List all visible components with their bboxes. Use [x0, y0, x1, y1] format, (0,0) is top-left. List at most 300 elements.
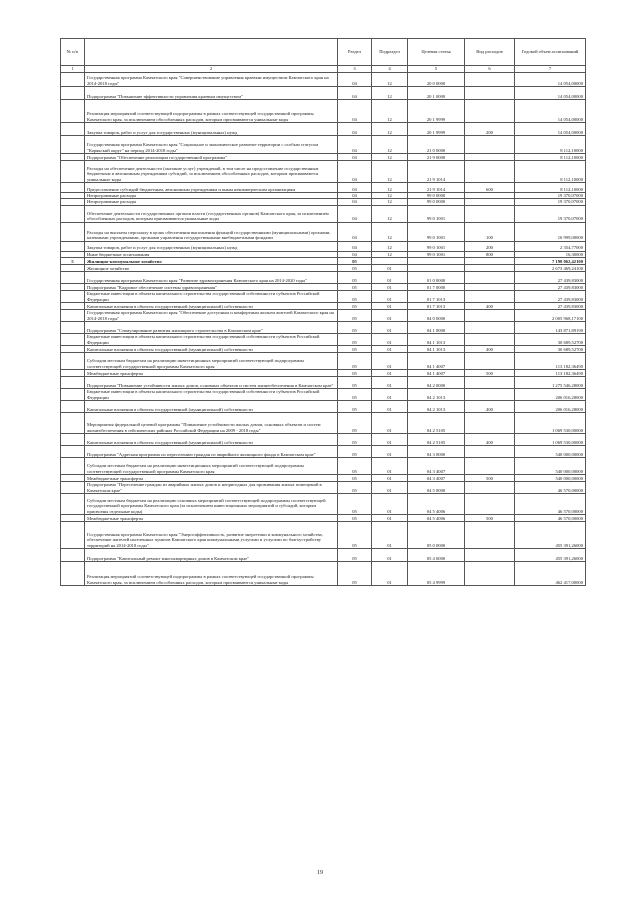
table-row [61, 413, 586, 434]
row-subsection-cell: 01 [372, 303, 408, 310]
row-target-cell: 04 3 4007 [408, 475, 465, 482]
row-exptype-cell: 400 [465, 401, 515, 413]
row-amount-cell: 2 354,77000 [515, 241, 586, 251]
index-cell: 7 [515, 66, 586, 73]
row-subsection-cell: 12 [372, 205, 408, 222]
row-subsection-cell: 12 [372, 251, 408, 257]
header-amount: Годовой объем ассигнований [515, 39, 586, 66]
row-number-cell [61, 161, 85, 183]
row-target-cell: 04 2 1013 [408, 389, 465, 401]
table-row [61, 549, 586, 562]
row-target-cell: 04 3 4007 [408, 458, 465, 475]
row-target-cell: 05 4 9999 [408, 562, 465, 586]
table-row [61, 515, 586, 522]
row-subsection-cell: 12 [372, 136, 408, 154]
row-name-cell: Бюджетные инвестиции в объекты капитального строительства государственной собственности субъектов Российской Федерации [85, 334, 338, 346]
row-number-cell [61, 100, 85, 123]
row-name-cell: Предоставление субсидий бюджетным, автономным учреждениям и иным некоммерческим организациям [85, 183, 338, 193]
row-name-cell: Подпрограмма "Кадровое обеспечение системы здравоохранения" [85, 284, 338, 291]
row-subsection-cell: 01 [372, 322, 408, 334]
row-exptype-cell: 100 [465, 222, 515, 241]
row-section-cell: 04 [338, 199, 372, 205]
row-number-cell [61, 522, 85, 549]
header-num: № п/п [61, 39, 85, 66]
row-name-cell: Межбюджетные трансферты [85, 370, 338, 377]
header-subsection: Подраздел [372, 39, 408, 66]
row-target-cell: 99 0 0000 [408, 193, 465, 199]
row-subsection-cell: 01 [372, 310, 408, 322]
row-subsection-cell: 12 [372, 73, 408, 87]
row-subsection-cell: 01 [372, 284, 408, 291]
row-amount-cell: 113 182,36490 [515, 353, 586, 370]
row-target-cell: 04 5 4006 [408, 515, 465, 522]
row-name-cell: Непрограммные расходы [85, 193, 338, 199]
row-name-cell: Жилищное хозяйство [85, 265, 338, 272]
row-exptype-cell: 200 [465, 241, 515, 251]
table-row [61, 205, 586, 222]
row-subsection-cell: 01 [372, 413, 408, 434]
row-target-cell: 99 0 1001 [408, 205, 465, 222]
row-section-cell: 05 [338, 562, 372, 586]
row-exptype-cell [465, 334, 515, 346]
table-row [61, 482, 586, 494]
row-number-cell [61, 334, 85, 346]
table-row [61, 475, 586, 482]
row-amount-cell: 19 370,07000 [515, 193, 586, 199]
row-section-cell: 04 [338, 251, 372, 257]
row-exptype-cell [465, 136, 515, 154]
row-exptype-cell [465, 377, 515, 389]
row-section-cell: 05 [338, 515, 372, 522]
row-target-cell [408, 258, 465, 265]
row-amount-cell: 14 054,00000 [515, 73, 586, 87]
row-number-cell [61, 123, 85, 136]
table-row [61, 265, 586, 272]
document-page [60, 38, 585, 586]
row-subsection-cell: 12 [372, 100, 408, 123]
row-section-cell: 04 [338, 193, 372, 199]
row-amount-cell: 1 275 546,28000 [515, 377, 586, 389]
row-amount-cell: 30 689,52700 [515, 334, 586, 346]
row-exptype-cell [465, 482, 515, 494]
row-number-cell [61, 370, 85, 377]
row-amount-cell: 14 054,00000 [515, 123, 586, 136]
row-subsection-cell: 12 [372, 193, 408, 199]
row-section-cell: 04 [338, 205, 372, 222]
row-name-cell: Иные бюджетные ассигнования [85, 251, 338, 257]
row-number-cell [61, 241, 85, 251]
row-name-cell: Субсидии местным бюджетам на реализацию основных мероприятий соответствующей подпрограммы соответствующей государственной программы Камчатского края (за исключением инвестиционных мероприятий и субсидий, которым присвоены отдельные коды) [85, 494, 338, 515]
row-amount-cell: 1 069 530,00000 [515, 434, 586, 446]
row-exptype-cell [465, 322, 515, 334]
table-row [61, 334, 586, 346]
row-exptype-cell [465, 265, 515, 272]
row-amount-cell: 27 439,83000 [515, 272, 586, 284]
index-cell: 4 [372, 66, 408, 73]
row-section-cell: 05 [338, 446, 372, 458]
row-exptype-cell [465, 73, 515, 87]
table-row [61, 370, 586, 377]
row-name-cell: Государственная программа Камчатского края "Развитие здравоохранения Камчатского края на 2014-2020 годы" [85, 272, 338, 284]
row-target-cell: 04 2 5105 [408, 413, 465, 434]
row-subsection-cell: 12 [372, 222, 408, 241]
row-name-cell: Закупка товаров, работ и услуг для государственных (муниципальных) нужд [85, 123, 338, 136]
row-amount-cell: 540 000,00000 [515, 446, 586, 458]
row-subsection-cell: 01 [372, 434, 408, 446]
row-target-cell: 04 2 5105 [408, 434, 465, 446]
row-amount-cell: 46 570,00000 [515, 494, 586, 515]
row-section-cell: 05 [338, 265, 372, 272]
row-section-cell: 05 [338, 494, 372, 515]
row-name-cell: Подпрограмма "Обеспечение реализации государственной программы" [85, 154, 338, 161]
row-number-cell [61, 458, 85, 475]
row-target-cell: 04 1 0000 [408, 322, 465, 334]
row-section-cell: 04 [338, 241, 372, 251]
row-section-cell: 05 [338, 322, 372, 334]
row-section-cell: 04 [338, 183, 372, 193]
row-number-cell [61, 87, 85, 100]
table-row [61, 222, 586, 241]
row-number-cell [61, 346, 85, 353]
row-exptype-cell [465, 154, 515, 161]
row-number-cell [61, 549, 85, 562]
row-amount-cell: 46 570,00000 [515, 515, 586, 522]
row-name-cell: Государственная программа Камчатского края "Социальное и экономическое развитие территории с особым статусом "Корякский округ" на период 2014-2018 годы" [85, 136, 338, 154]
row-exptype-cell: 800 [465, 251, 515, 257]
row-exptype-cell [465, 522, 515, 549]
table-row [61, 310, 586, 322]
row-section-cell: 05 [338, 434, 372, 446]
row-name-cell: Жилищно-коммунальное хозяйство [85, 258, 338, 265]
table-row [61, 123, 586, 136]
table-row [61, 522, 586, 549]
row-amount-cell: 27 439,83000 [515, 303, 586, 310]
row-name-cell: Субсидии местным бюджетам на реализацию инвестиционных мероприятий соответствующей подпрограммы соответствующей государственной программы Камчатского края [85, 458, 338, 475]
row-amount-cell: 16 999,00000 [515, 222, 586, 241]
row-subsection-cell: 01 [372, 494, 408, 515]
row-number-cell [61, 310, 85, 322]
row-exptype-cell [465, 161, 515, 183]
row-subsection-cell: 01 [372, 458, 408, 475]
row-target-cell: 20 1 9999 [408, 100, 465, 123]
row-exptype-cell: 500 [465, 475, 515, 482]
row-target-cell: 04 3 0000 [408, 446, 465, 458]
table-row [61, 346, 586, 353]
row-exptype-cell [465, 446, 515, 458]
row-amount-cell: 2 005 968,17100 [515, 310, 586, 322]
row-exptype-cell: 400 [465, 303, 515, 310]
row-subsection-cell: 01 [372, 353, 408, 370]
row-section-cell: 05 [338, 458, 372, 475]
row-target-cell: 20 1 0000 [408, 87, 465, 100]
table-body [61, 73, 586, 586]
table-row [61, 434, 586, 446]
row-exptype-cell [465, 458, 515, 475]
row-section-cell: 04 [338, 136, 372, 154]
row-target-cell: 99 0 1001 [408, 251, 465, 257]
row-target-cell: 20 1 9999 [408, 123, 465, 136]
row-name-cell: Капитальные вложения в объекты государственной (муниципальной) собственности [85, 401, 338, 413]
row-subsection-cell: 01 [372, 334, 408, 346]
row-section-cell: 05 [338, 284, 372, 291]
row-amount-cell: 27 439,83000 [515, 291, 586, 303]
row-name-cell: Государственная программа Камчатского края "Совершенствование управления краевым имуществом Камчатского края на 2014-2018 годы" [85, 73, 338, 87]
row-exptype-cell [465, 413, 515, 434]
row-amount-cell: 206 016,28000 [515, 401, 586, 413]
index-cell: 2 [85, 66, 338, 73]
row-exptype-cell [465, 291, 515, 303]
row-section-cell: 04 [338, 73, 372, 87]
row-amount-cell: 143 871,89190 [515, 322, 586, 334]
row-amount-cell: 7 198 062,42100 [515, 258, 586, 265]
row-subsection-cell: 01 [372, 377, 408, 389]
row-section-cell: 05 [338, 291, 372, 303]
row-name-cell: Подпрограмма "Стимулирование развития жилищного строительства в Камчатском крае" [85, 322, 338, 334]
table-row [61, 183, 586, 193]
row-target-cell: 20 0 0000 [408, 73, 465, 87]
table-row [61, 377, 586, 389]
row-target-cell: 01 0 0000 [408, 272, 465, 284]
row-subsection-cell: 01 [372, 522, 408, 549]
row-target-cell: 05 4 0000 [408, 549, 465, 562]
row-subsection-cell: 01 [372, 515, 408, 522]
row-subsection-cell: 01 [372, 346, 408, 353]
row-amount-cell: 16,30000 [515, 251, 586, 257]
row-number-cell [61, 562, 85, 586]
row-target-cell: 04 2 1013 [408, 401, 465, 413]
row-section-cell: 05 [338, 522, 372, 549]
row-amount-cell: 1 069 530,00000 [515, 413, 586, 434]
row-target-cell: 01 7 1013 [408, 303, 465, 310]
row-section-cell: 05 [338, 389, 372, 401]
row-name-cell: Государственная программа Камчатского края "Обеспечение доступным и комфортным жильем жителей Камчатского края на 2014-2018 годы" [85, 310, 338, 322]
row-subsection-cell: 12 [372, 123, 408, 136]
row-amount-cell: 8 112,10000 [515, 154, 586, 161]
row-amount-cell: 14 054,00000 [515, 100, 586, 123]
row-amount-cell: 19 370,07000 [515, 199, 586, 205]
table-row [61, 353, 586, 370]
table-row [61, 291, 586, 303]
row-section-cell: 05 [338, 258, 372, 265]
row-section-cell: 05 [338, 346, 372, 353]
row-amount-cell: 462 417,00000 [515, 562, 586, 586]
row-target-cell: 04 1 1013 [408, 334, 465, 346]
row-exptype-cell: 400 [465, 434, 515, 446]
row-number-cell [61, 413, 85, 434]
row-target-cell: 04 5 0000 [408, 482, 465, 494]
page-number: 19 [317, 870, 323, 876]
table-row [61, 258, 586, 265]
row-section-cell: 05 [338, 401, 372, 413]
row-section-cell: 05 [338, 549, 372, 562]
row-number-cell [61, 494, 85, 515]
row-number-cell [61, 353, 85, 370]
row-name-cell: Подпрограмма "Адресная программа по переселению граждан из аварийного жилищного фонда в Камчатском крае" [85, 446, 338, 458]
row-exptype-cell [465, 494, 515, 515]
row-section-cell: 05 [338, 353, 372, 370]
row-subsection-cell: 01 [372, 389, 408, 401]
row-section-cell: 05 [338, 370, 372, 377]
row-number-cell [61, 136, 85, 154]
row-amount-cell: 206 016,28000 [515, 389, 586, 401]
row-number-cell [61, 183, 85, 193]
row-amount-cell: 540 000,00000 [515, 475, 586, 482]
row-number-cell [61, 205, 85, 222]
budget-table [60, 38, 586, 586]
row-amount-cell: 8 112,10000 [515, 136, 586, 154]
row-amount-cell: 46 570,00000 [515, 482, 586, 494]
row-amount-cell: 455 391,26000 [515, 522, 586, 549]
row-number-cell [61, 446, 85, 458]
row-number-cell [61, 291, 85, 303]
row-exptype-cell: 500 [465, 515, 515, 522]
row-exptype-cell [465, 310, 515, 322]
row-name-cell: Подпрограмма "Повышение устойчивости жилых домов, основных объектов и систем жизнеобеспечения в Камчатском крае" [85, 377, 338, 389]
row-target-cell: 21 9 1014 [408, 183, 465, 193]
row-subsection-cell: 12 [372, 87, 408, 100]
row-name-cell: Подпрограмма "Капитальный ремонт многоквартирных домов в Камчатском крае" [85, 549, 338, 562]
row-section-cell: 05 [338, 272, 372, 284]
row-name-cell: Расходы на выплаты персоналу в целях обеспечения выполнения функций государственными (муниципальными) органами, казенными учреждениями, органами управления государственными внебюджетными фондами [85, 222, 338, 241]
row-subsection-cell: 12 [372, 183, 408, 193]
row-exptype-cell [465, 549, 515, 562]
row-section-cell: 05 [338, 377, 372, 389]
row-number-cell [61, 322, 85, 334]
row-name-cell: Бюджетные инвестиции в объекты капитального строительства государственной собственности субъектов Российской Федерации [85, 291, 338, 303]
row-name-cell: Капитальные вложения в объекты государственной (муниципальной) собственности [85, 434, 338, 446]
row-subsection-cell: 01 [372, 482, 408, 494]
table-row [61, 284, 586, 291]
row-exptype-cell [465, 258, 515, 265]
row-subsection-cell: 01 [372, 401, 408, 413]
row-subsection-cell: 12 [372, 241, 408, 251]
row-name-cell: Подпрограмма "Переселение граждан из аварийных жилых домов и непригодных для проживания жилых помещений в Камчатском крае" [85, 482, 338, 494]
row-number-cell [61, 515, 85, 522]
row-exptype-cell [465, 284, 515, 291]
row-subsection-cell: 12 [372, 154, 408, 161]
row-target-cell: 04 1 4007 [408, 370, 465, 377]
table-row [61, 322, 586, 334]
row-target-cell: 21 9 0000 [408, 154, 465, 161]
row-section-cell: 04 [338, 87, 372, 100]
index-cell: 5 [408, 66, 465, 73]
table-row [61, 494, 586, 515]
row-target-cell [408, 265, 465, 272]
header-target: Целевая статья [408, 39, 465, 66]
row-name-cell: Закупка товаров, работ и услуг для государственных (муниципальных) нужд [85, 241, 338, 251]
index-cell: 6 [465, 66, 515, 73]
row-exptype-cell [465, 87, 515, 100]
row-subsection-cell [372, 258, 408, 265]
row-subsection-cell: 01 [372, 475, 408, 482]
row-target-cell: 99 0 1001 [408, 241, 465, 251]
row-name-cell: Мероприятия федеральной целевой программы "Повышение устойчивости жилых домов, основных объектов и систем жизнеобеспечения в сейсмических районах Российской Федерации на 2009 - 2018 годы" [85, 413, 338, 434]
row-target-cell: 04 0 0000 [408, 310, 465, 322]
table-row [61, 161, 586, 183]
row-section-cell: 05 [338, 303, 372, 310]
table-header-row [61, 39, 586, 66]
table-row [61, 241, 586, 251]
row-section-cell: 05 [338, 475, 372, 482]
row-section-cell: 04 [338, 154, 372, 161]
row-name-cell: Непрограммные расходы [85, 199, 338, 205]
row-section-cell: 05 [338, 310, 372, 322]
row-subsection-cell: 12 [372, 161, 408, 183]
row-name-cell: Расходы на обеспечение деятельности (оказание услуг) учреждений, в том числе на предоставление государственным бюджетным и автономным учреждениям субсидий, за исключением обособленных расходов, которым присваиваются уникальные коды [85, 161, 338, 183]
row-number-cell [61, 154, 85, 161]
row-number-cell [61, 222, 85, 241]
table-row [61, 100, 586, 123]
row-subsection-cell: 12 [372, 199, 408, 205]
row-subsection-cell: 01 [372, 265, 408, 272]
table-row [61, 303, 586, 310]
row-target-cell: 04 2 0000 [408, 377, 465, 389]
row-number-cell [61, 377, 85, 389]
row-exptype-cell: 200 [465, 123, 515, 136]
row-amount-cell: 455 391,26000 [515, 549, 586, 562]
table-row [61, 446, 586, 458]
row-subsection-cell: 01 [372, 272, 408, 284]
row-amount-cell: 8 112,10000 [515, 161, 586, 183]
row-exptype-cell [465, 100, 515, 123]
row-section-cell: 04 [338, 222, 372, 241]
row-target-cell: 99 0 1001 [408, 222, 465, 241]
row-number-cell [61, 284, 85, 291]
row-target-cell: 01 7 0000 [408, 284, 465, 291]
table-row [61, 389, 586, 401]
row-name-cell: Реализация мероприятий соответствующей подпрограммы в рамках соответствующей государственной программы Камчатского края, за исключением обособленных расходов, которым присваиваются уникальные коды [85, 100, 338, 123]
row-exptype-cell [465, 272, 515, 284]
row-name-cell: Бюджетные инвестиции в объекты капитального строительства государственной собственности субъектов Российской Федерации [85, 389, 338, 401]
row-exptype-cell [465, 389, 515, 401]
row-name-cell: Межбюджетные трансферты [85, 475, 338, 482]
row-exptype-cell: 400 [465, 346, 515, 353]
header-name [85, 39, 338, 66]
row-target-cell: 04 1 4007 [408, 353, 465, 370]
table-row [61, 272, 586, 284]
row-number-cell [61, 272, 85, 284]
row-name-cell: Субсидии местным бюджетам на реализацию инвестиционных мероприятий соответствующей подпрограммы соответствующей государственной программы Камчатского края [85, 353, 338, 370]
row-target-cell: 99 0 0000 [408, 199, 465, 205]
row-amount-cell: 113 182,36490 [515, 370, 586, 377]
header-exptype: Вид расходов [465, 39, 515, 66]
row-number-cell [61, 482, 85, 494]
row-subsection-cell: 01 [372, 446, 408, 458]
row-subsection-cell: 01 [372, 291, 408, 303]
row-name-cell: Государственная программа Камчатского края "Энергоэффективность, развитие энергетики и коммунального хозяйства, обеспечение жителей населенных пунктов Камчатского края коммунальными услугами и услугами по благоустройству территорий на 2014-2018 годы" [85, 522, 338, 549]
row-target-cell: 01 7 1013 [408, 291, 465, 303]
row-amount-cell: 2 673 469,24100 [515, 265, 586, 272]
row-amount-cell: 14 054,00000 [515, 87, 586, 100]
row-number-cell [61, 434, 85, 446]
row-amount-cell: 540 000,00000 [515, 458, 586, 475]
table-row [61, 562, 586, 586]
table-row [61, 401, 586, 413]
row-name-cell: Реализация мероприятий соответствующей подпрограммы в рамках соответствующей государственной программы Камчатского края, за исключением обособленных расходов, которым присваиваются уникальные коды [85, 562, 338, 586]
row-section-cell: 05 [338, 334, 372, 346]
row-amount-cell: 8 112,10000 [515, 183, 586, 193]
index-cell: 1 [61, 66, 85, 73]
table-row [61, 136, 586, 154]
row-exptype-cell [465, 205, 515, 222]
row-target-cell: 04 1 1013 [408, 346, 465, 353]
row-section-cell: 05 [338, 413, 372, 434]
row-target-cell: 04 5 4006 [408, 494, 465, 515]
row-amount-cell: 30 689,52700 [515, 346, 586, 353]
row-number-cell [61, 389, 85, 401]
row-exptype-cell: 600 [465, 183, 515, 193]
table-row [61, 73, 586, 87]
